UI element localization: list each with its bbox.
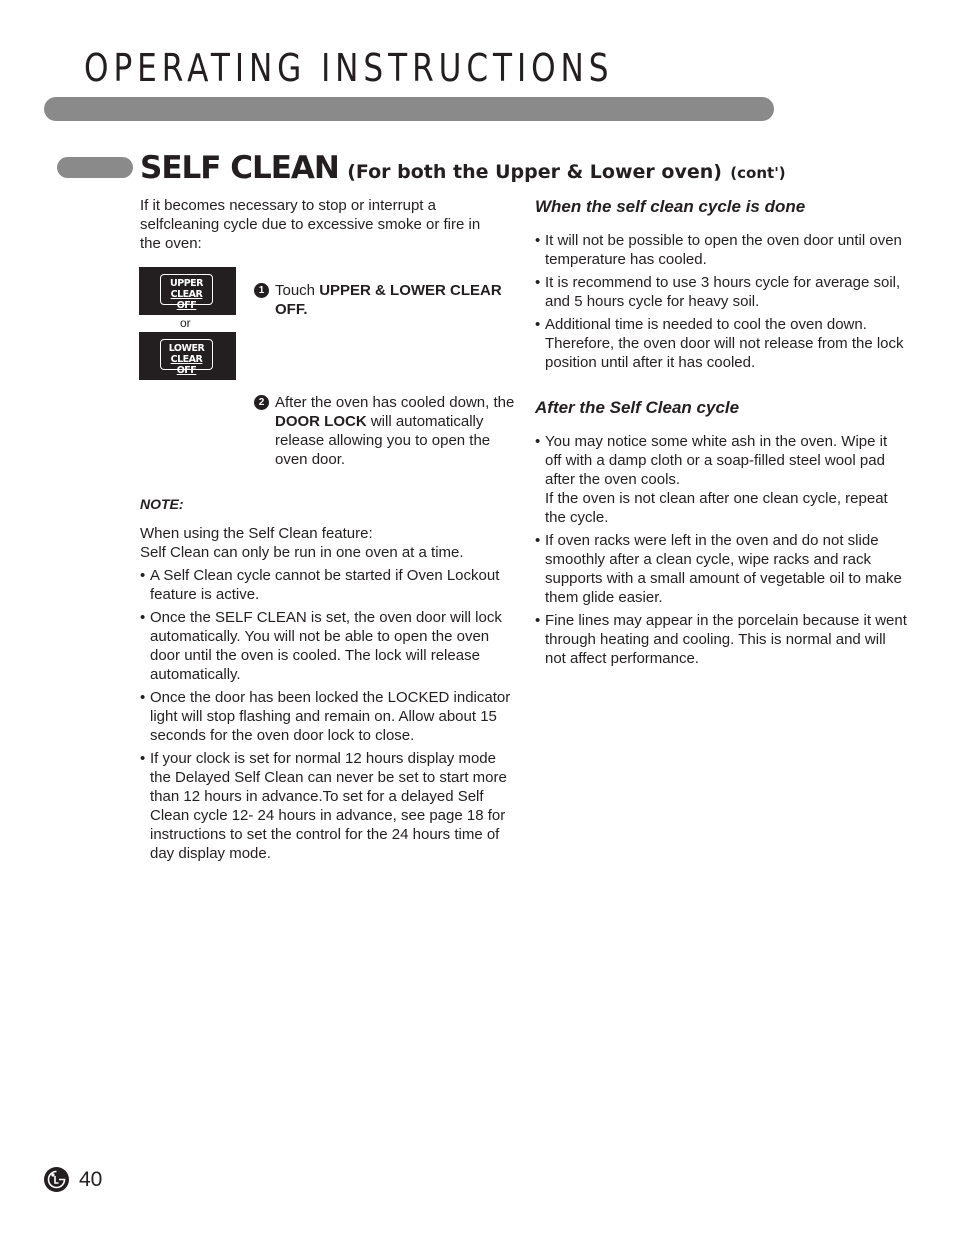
control-buttons-area (140, 267, 515, 477)
header-bar (44, 97, 774, 121)
or-label: or (180, 316, 191, 330)
list-item: • It will not be possible to open the oven door until oven temperature has cooled. (535, 231, 907, 269)
upper-button-line1: UPPER (170, 278, 203, 289)
step-2 (254, 393, 516, 469)
list-item: • It is recommend to use 3 hours cycle for average soil, and 5 hours cycle for heavy soil. (535, 273, 907, 311)
lower-clear-off-key (160, 339, 213, 376)
list-item: • Fine lines may appear in the porcelain because it went through heating and cooling. This is normal and will not affect performance. (535, 611, 907, 668)
step-2-text (275, 393, 516, 469)
done-bullet-list (535, 231, 907, 372)
upper-clear-off-key (160, 274, 213, 311)
lower-clear-off-button (139, 332, 236, 380)
page-header-title: OPERATING INSTRUCTIONS (84, 46, 614, 90)
list-item (535, 432, 907, 527)
lower-button-line1: LOWER (168, 343, 205, 354)
step-1-number-icon: 1 (254, 283, 269, 298)
after-heading: After the Self Clean cycle (535, 398, 740, 417)
section-title-main: SELF CLEAN (140, 150, 339, 186)
list-item: • If your clock is set for normal 12 hours display mode the Delayed Self Clean can never be set to start more than 12 hours in advance.To set for a delayed Self Clean cycle 12- 24 hours in advance, see page 18 for instructions to set the control for the 24 hours time of day display mode. (140, 749, 515, 863)
after-bullet1-line2: If the oven is not clean after one clean cycle, repeat the cycle. (545, 490, 888, 526)
list-item: • A Self Clean cycle cannot be started if Oven Lockout feature is active. (140, 566, 515, 604)
step-2-number-icon: 2 (254, 395, 269, 410)
list-item: • Additional time is needed to cool the oven down. Therefore, the oven door will not release from the lock position until after it has cooled. (535, 315, 907, 372)
lower-button-line2: CLEAR OFF (170, 354, 203, 376)
step-1-prefix: Touch (275, 282, 320, 299)
list-item: • Once the SELF CLEAN is set, the oven door will lock automatically. You will not be able to open the oven door until the oven is cooled. The lock will release automatically. (140, 608, 515, 684)
list-item: • If oven racks were left in the oven and do not slide smoothly after a clean cycle, wipe racks and rack supports with a small amount of vegetable oil to make them glide easier. (535, 531, 907, 607)
step-2-bold: DOOR LOCK (275, 413, 367, 430)
after-bullet1-line1: • You may notice some white ash in the oven. Wipe it off with a damp cloth or a soap-filled steel wool pad after the oven cools. (545, 433, 888, 488)
step-1-bold: UPPER & LOWER CLEAR OFF. (275, 282, 502, 318)
done-heading: When the self clean cycle is done (535, 197, 806, 216)
page-number: 40 (79, 1168, 103, 1191)
step-1-text (275, 281, 516, 319)
note-intro-line1: When using the Self Clean feature: (140, 525, 373, 542)
left-column (140, 196, 515, 863)
step-2-before: After the oven has cooled down, the (275, 394, 515, 411)
step-1 (254, 281, 516, 319)
intro-paragraph: If it becomes necessary to stop or interrupt a selfcleaning cycle due to excessive smoke or fire in the oven: (140, 197, 481, 252)
list-item: • Once the door has been locked the LOCKED indicator light will stop flashing and remain on. Allow about 15 seconds for the oven door lock to close. (140, 688, 515, 745)
lg-logo-icon (44, 1167, 69, 1192)
section-title-cont: (cont') (730, 164, 786, 182)
section-title (140, 150, 786, 186)
right-column (535, 197, 907, 668)
step-2-after: will automatically release allowing you to open the oven door. (275, 413, 491, 468)
after-bullet-list (535, 432, 907, 668)
section-tab-marker (57, 157, 133, 178)
note-heading: NOTE: (140, 496, 184, 512)
section-title-sub: (For both the Upper & Lower oven) (347, 161, 722, 183)
note-bullet-list (140, 566, 515, 863)
note-intro (140, 524, 515, 562)
note-intro-line2: Self Clean can only be run in one oven at a time. (140, 544, 464, 561)
upper-clear-off-button (139, 267, 236, 315)
upper-button-line2: CLEAR OFF (170, 289, 203, 311)
